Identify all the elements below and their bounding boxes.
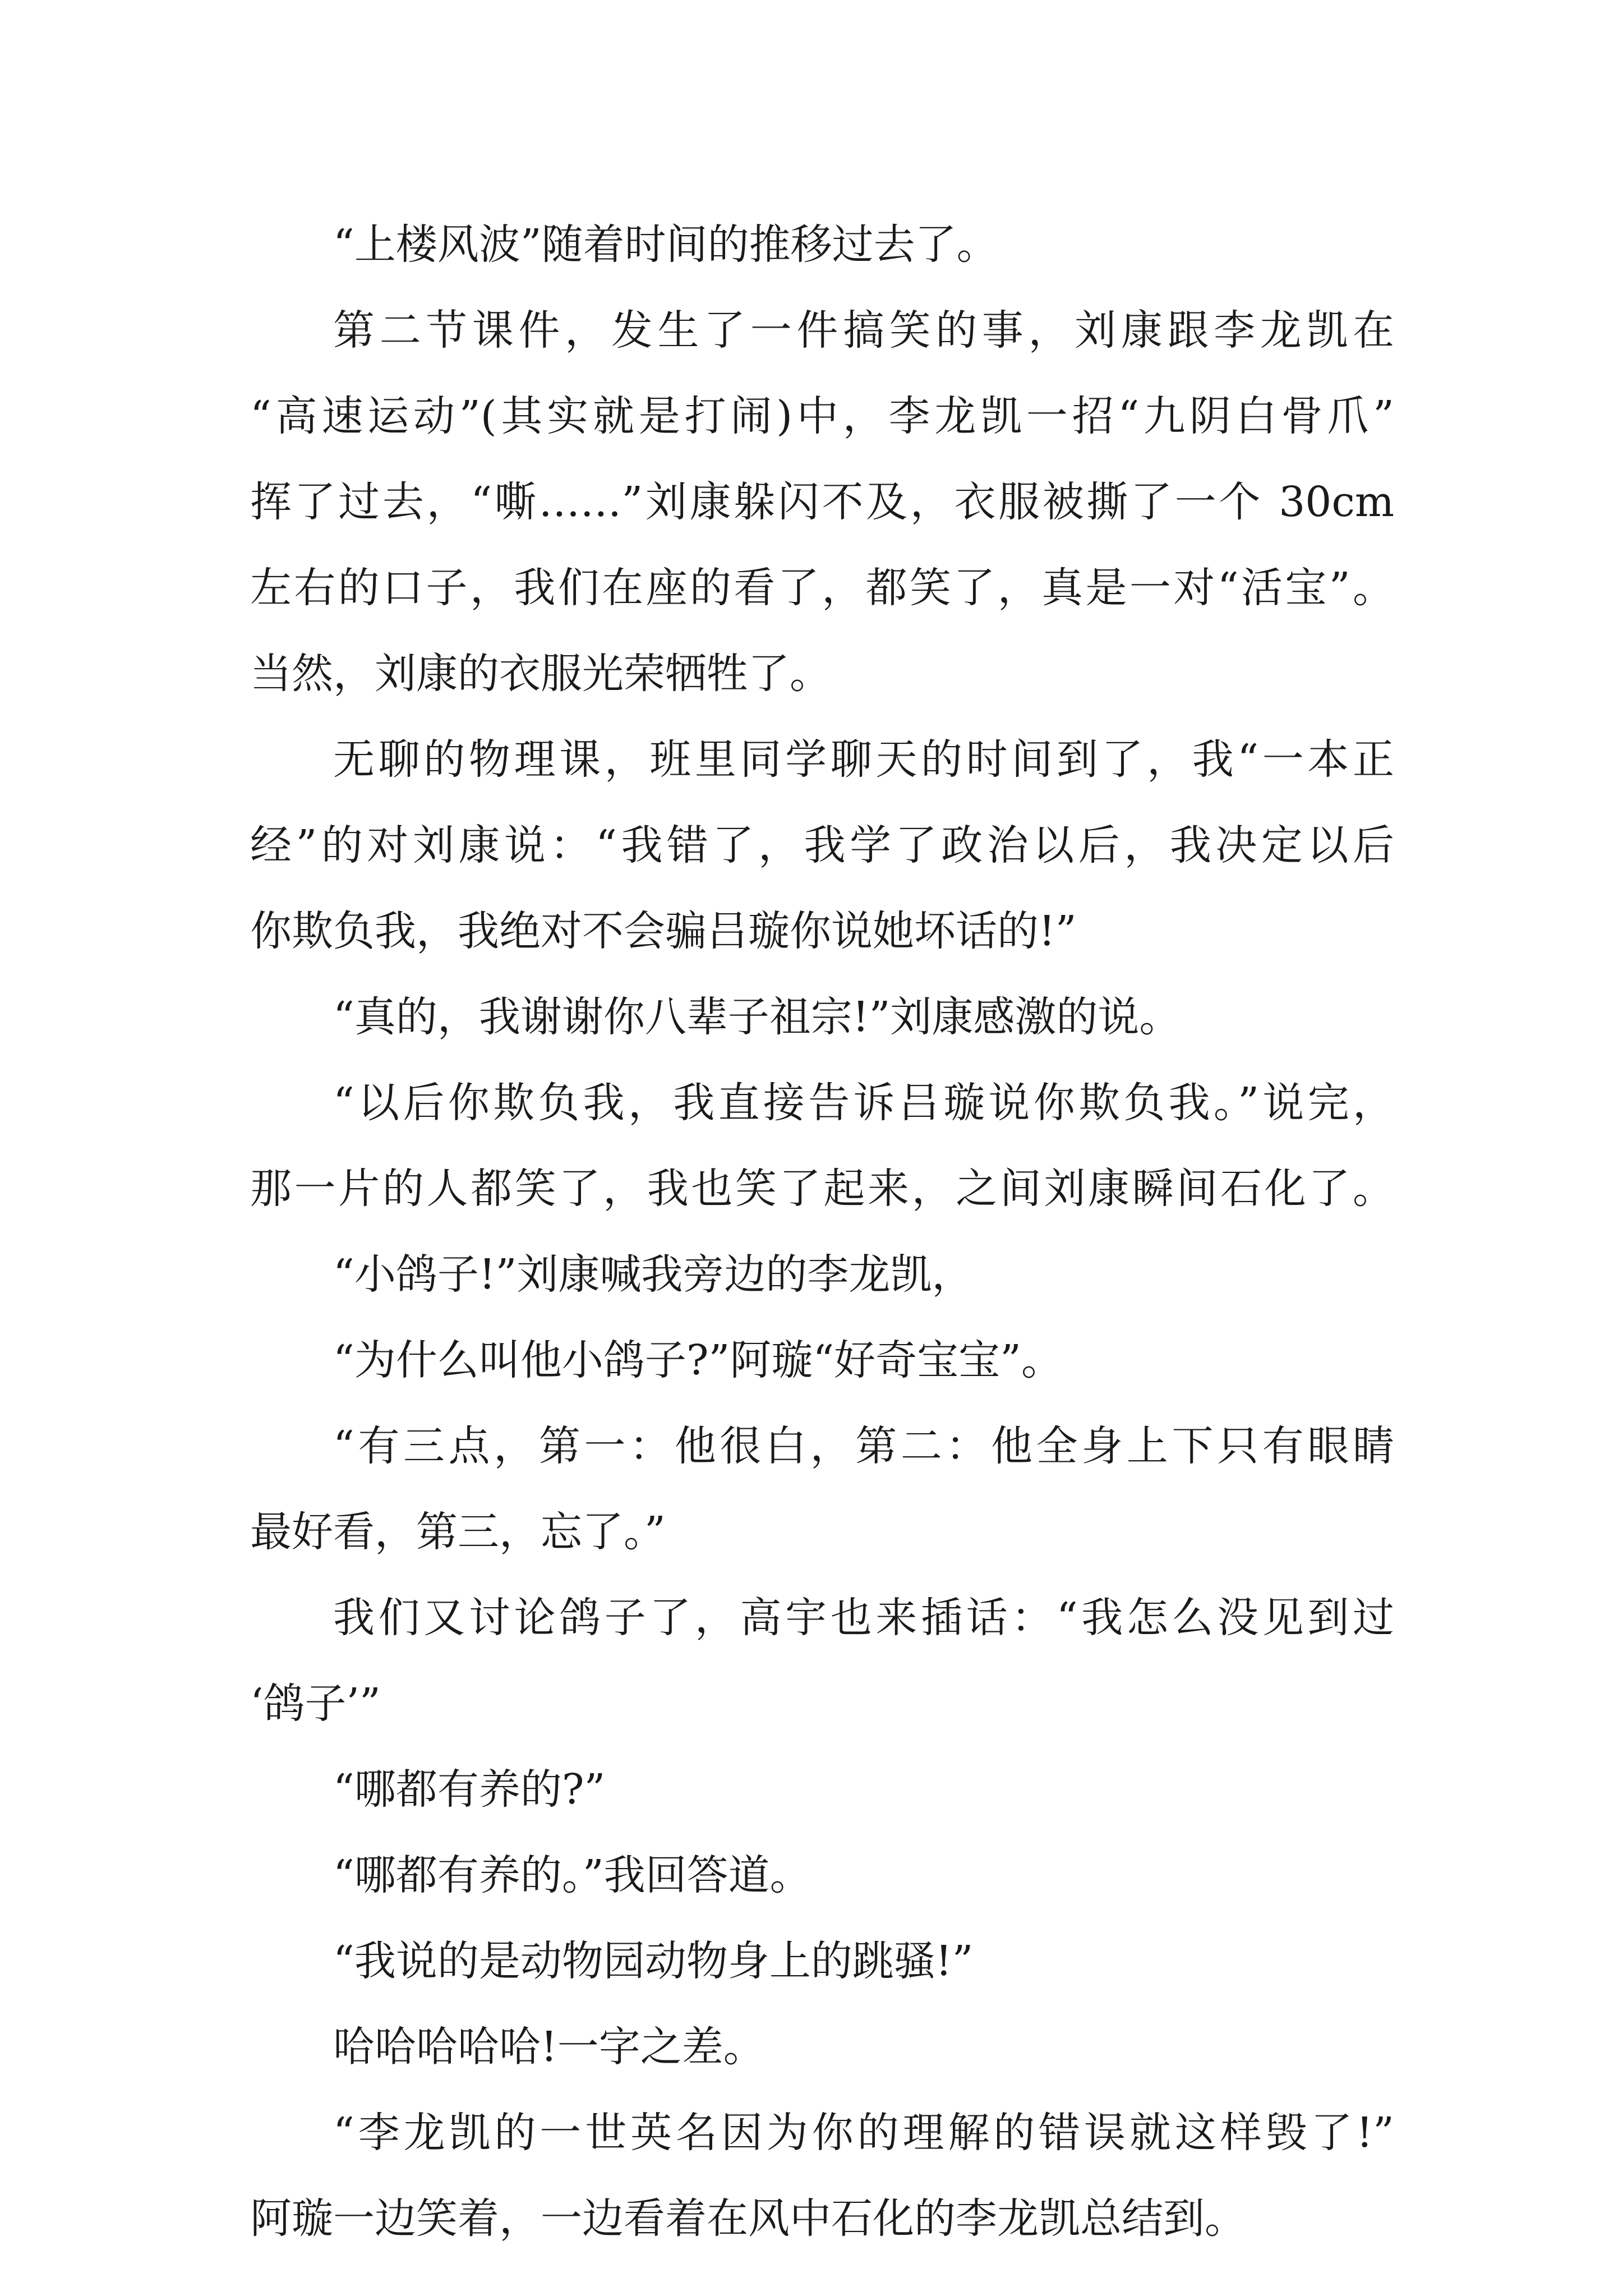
text-line: 第二节课件，发生了一件搞笑的事，刘康跟李龙凯在 (333, 306, 1394, 355)
text-line: “李龙凯的一世英名因为你的理解的错误就这样毁了!” (333, 2109, 1394, 2157)
body-text (250, 202, 1394, 2262)
text-line: 经”的对刘康说：“我错了，我学了政治以后，我决定以后 (250, 821, 1394, 869)
text-line: “上楼风波”随着时间的推移过去了。 (333, 220, 998, 269)
text-line: 我们又讨论鸽子了，高宇也来插话：“我怎么没见到过 (333, 1594, 1394, 1642)
text-line: 左右的口子，我们在座的看了，都笑了，真是一对“活宝”。 (250, 564, 1394, 612)
text-line: “为什么叫他小鸽子?”阿璇“好奇宝宝”。 (333, 1336, 1063, 1384)
text-line: ‘鸽子’” (250, 1680, 381, 1728)
text-line: 最好看，第三，忘了。” (250, 1508, 666, 1556)
text-line: 阿璇一边笑着，一边看着在风中石化的李龙凯总结到。 (250, 2194, 1246, 2243)
text-line: 无聊的物理课，班里同学聊天的时间到了，我“一本正 (333, 735, 1394, 784)
text-line: “有三点，第一：他很白，第二：他全身上下只有眼睛 (333, 1422, 1394, 1470)
text-line: “以后你欺负我，我直接告诉吕璇说你欺负我。”说完， (333, 1079, 1394, 1127)
text-line: “哪都有养的?” (333, 1765, 606, 1814)
text-line: “哪都有养的。”我回答道。 (333, 1851, 811, 1899)
text-line: 你欺负我，我绝对不会骗吕璇你说她坏话的!” (250, 907, 1077, 955)
text-line: 当然，刘康的衣服光荣牺牲了。 (250, 650, 831, 698)
text-line: “真的，我谢谢你八辈子祖宗!”刘康感激的说。 (333, 993, 1181, 1041)
text-line: 哈哈哈哈哈!一字之差。 (333, 2023, 765, 2071)
text-line: “小鸽子!”刘康喊我旁边的李龙凯， (333, 1250, 974, 1299)
text-line: “我说的是动物园动物身上的跳骚!” (333, 1937, 974, 1985)
text-line: 挥了过去，“嘶……”刘康躲闪不及，衣服被撕了一个 30cm (250, 478, 1394, 526)
text-line: 那一片的人都笑了，我也笑了起来，之间刘康瞬间石化了。 (250, 1165, 1394, 1213)
text-line: “高速运动”(其实就是打闹)中，李龙凯一招“九阴白骨爪” (250, 392, 1394, 440)
